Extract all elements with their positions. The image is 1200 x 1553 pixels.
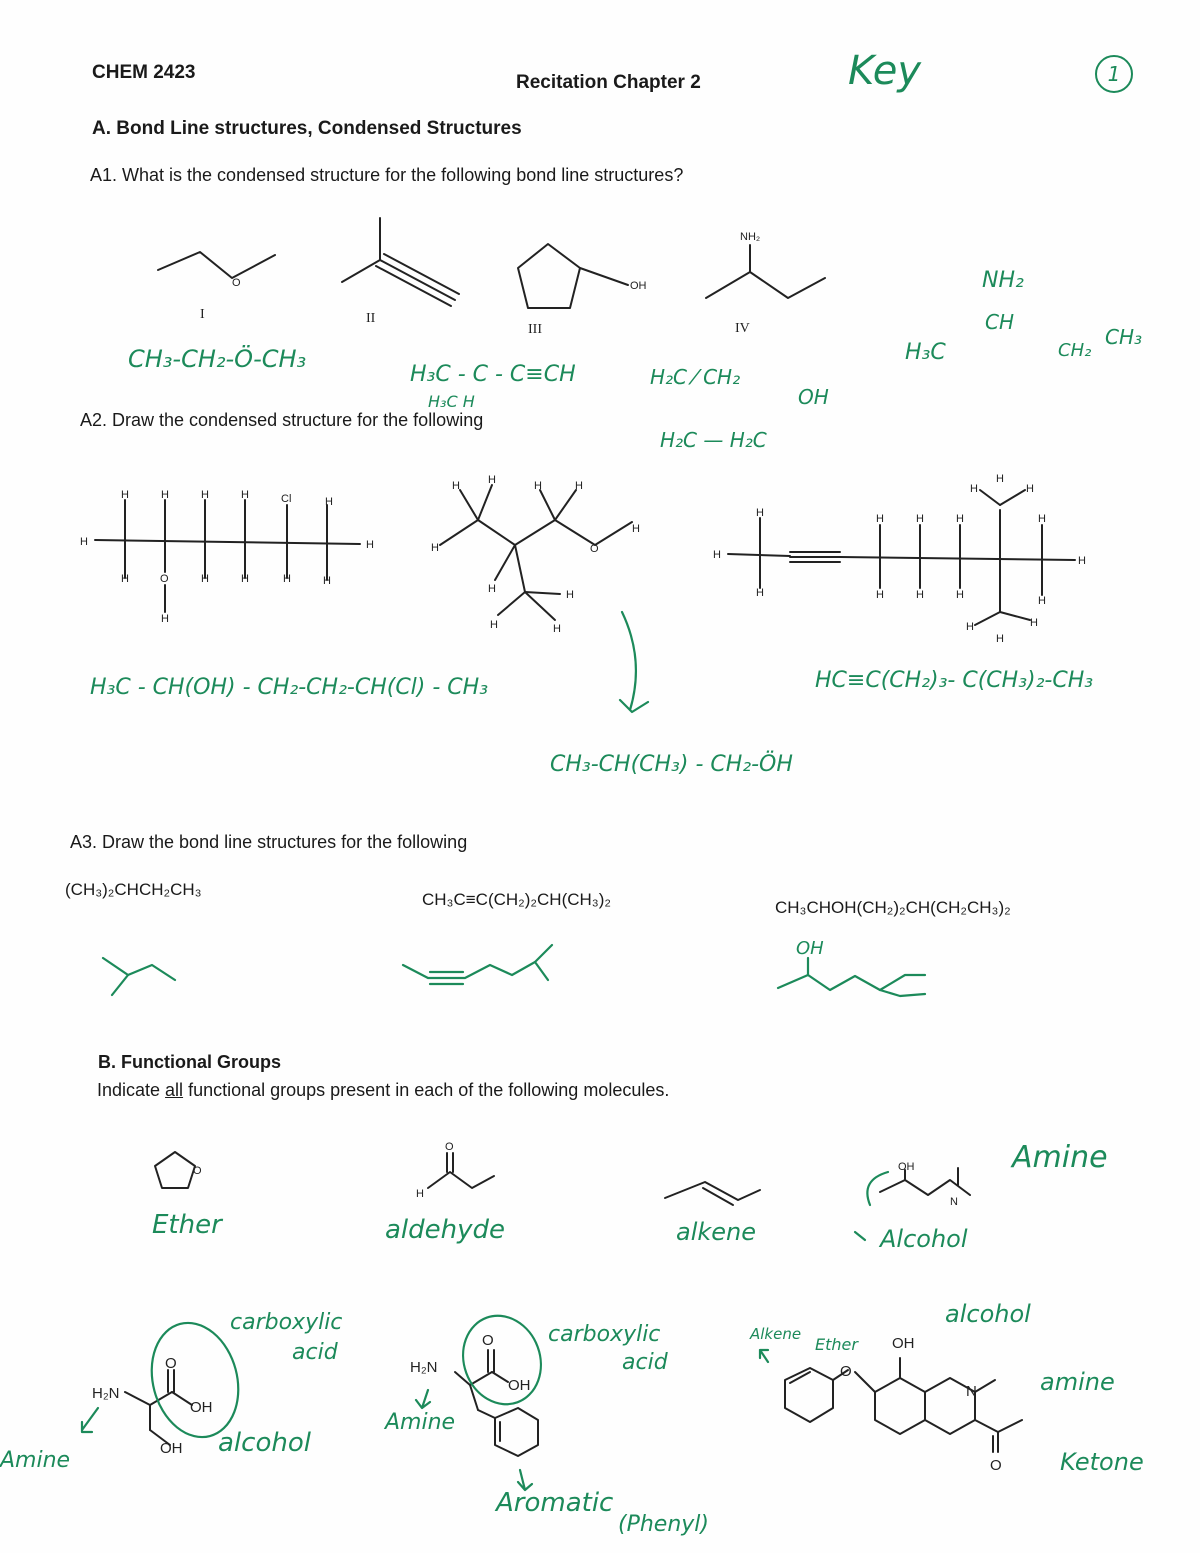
answer-alcohol-1: alcohol [218,1428,311,1458]
label-h: H [966,621,974,633]
question-a1: A1. What is the condensed structure for the following bond line structures? [90,165,684,185]
answer-amine: Amine [1012,1140,1108,1175]
course-code: CHEM 2423 [92,62,196,83]
answer-carboxylic-1: carboxylic [230,1310,343,1335]
propanal-molecule [416,1141,494,1200]
formula-a3-1: (CH₃)₂CHCH₂CH₃ [65,880,202,899]
label-h: H [876,589,884,601]
label-h: H [201,489,209,501]
answer-amine-1: Amine [0,1448,71,1473]
label-h: H [916,513,924,525]
answer-a1-iii-bottom: H₂C — H₂C [660,428,767,452]
label-oh: OH [508,1377,531,1394]
label-cl: Cl [281,493,292,505]
answer-a1-iv-ch: CH [985,310,1015,334]
label-h: H [566,589,574,601]
label-h: H [431,542,439,554]
arrow-annotation [620,612,648,712]
label-o: O [482,1332,494,1349]
label-h: H [241,489,249,501]
label-oh: OH [160,1440,183,1457]
label-h: H [970,483,978,495]
answer-a1-i: CH₃-CH₂-Ö-CH₃ [128,345,307,373]
label-h: H [201,573,209,585]
roman-iii: III [528,322,542,337]
lewis-structure-1 [80,489,374,625]
answer-a1-iii-top: H₂C ⁄ CH₂ [650,365,741,389]
label-oh: OH [190,1399,213,1416]
label-h: H [488,474,496,486]
page-number: 1 [1095,55,1133,93]
label-h: H [534,480,542,492]
label-h: H [161,489,169,501]
label-h: H [632,523,640,535]
answer-a1-ii: H₃C - C - C≡CH [410,362,576,387]
label-h: H [241,573,249,585]
label-h: H [553,623,561,635]
label-oh: OH [898,1161,915,1173]
label-o: O [990,1457,1002,1474]
key-annotation: Key [848,48,922,94]
label-o: O [840,1363,852,1380]
answer-a1-iv-nh2: NH₂ [982,268,1024,293]
polycyclic-molecule [760,1335,1022,1474]
question-a3: A3. Draw the bond line structures for the following [70,832,468,852]
label-h: H [80,536,88,548]
answer-ether-2: Ether [815,1335,858,1354]
roman-iv: IV [735,321,750,336]
answer-amine-2: Amine [385,1410,456,1435]
label-h: H [1038,513,1046,525]
label-h: H [452,480,460,492]
label-h: H [756,507,764,519]
butene-molecule [665,1182,760,1205]
answer-a3-oh: OH [796,938,824,959]
label-o: O [165,1355,177,1372]
label-h: H [756,587,764,599]
label-h: H [121,573,129,585]
section-a-heading: A. Bond Line structures, Condensed Structures [92,118,522,139]
instruction-start: Indicate [97,1080,166,1100]
answer-a1-iv-ch3: CH₃ [1105,325,1143,349]
label-h: H [161,613,169,625]
answer-a1-iii-oh: OH [798,385,829,409]
answer-amine-3: amine [1040,1368,1115,1396]
label-n: N [966,1383,977,1400]
label-h: H [283,573,291,585]
answer-ether: Ether [152,1210,222,1240]
answer-acid-1: acid [292,1340,338,1365]
page-title: Recitation Chapter 2 [516,72,701,93]
roman-ii: II [366,311,376,326]
answer-alkene: alkene [676,1218,757,1246]
instruction-emphasis: all [165,1080,184,1100]
label-h: H [121,489,129,501]
thf-molecule [155,1152,202,1188]
answer-carboxylic-2: carboxylic [548,1322,661,1347]
answer-alkene-2: Alkene [750,1325,802,1343]
label-h2n: H₂N [92,1385,120,1402]
label-nh2: NH₂ [740,231,761,243]
section-b-heading: B. Functional Groups [98,1052,281,1072]
label-oh: OH [892,1335,915,1352]
label-o: O [445,1141,454,1153]
label-h: H [996,473,1004,485]
label-h2n: H₂N [410,1359,438,1376]
lewis-structure-3 [713,473,1086,645]
label-oh: OH [630,280,647,292]
label-h: H [575,480,583,492]
label-h: H [1038,595,1046,607]
question-a2: A2. Draw the condensed structure for the following [80,410,484,430]
answer-ketone: Ketone [1060,1448,1144,1476]
formula-a3-3: CH₃CHOH(CH₂)₂CH(CH₂CH₃)₂ [775,898,1011,917]
structure-iv [706,231,825,336]
structure-i [158,252,275,322]
label-o: O [160,573,169,585]
label-h: H [876,513,884,525]
label-h: H [713,549,721,561]
label-h: H [366,539,374,551]
answer-aldehyde: aldehyde [385,1215,506,1245]
structure-iii [518,244,647,337]
answer-a2-3: HC≡C(CH₂)₃- C(CH₃)₂-CH₃ [815,668,1094,693]
instruction-end: functional groups present in each of the following molecules. [183,1080,670,1100]
label-n: N [950,1196,958,1208]
label-h: H [1030,617,1038,629]
phenylalanine-molecule [410,1305,553,1490]
answer-a1-iv-ch2: CH₂ [1058,340,1092,361]
label-h: H [1026,483,1034,495]
answer-a1-iv-h3c: H₃C [905,340,946,365]
label-h: H [1078,555,1086,567]
section-b-instruction [97,1080,669,1101]
label-h: H [323,575,331,587]
answer-a2-2: CH₃-CH(CH₃) - CH₂-ÖH [550,752,793,777]
answer-alcohol: Alcohol [880,1225,968,1253]
label-h: H [956,589,964,601]
label-h: H [490,619,498,631]
lewis-structure-2 [431,474,640,635]
label-h: H [325,496,333,508]
label-o: O [590,543,599,555]
roman-i: I [200,307,205,322]
answer-a2-1: H₃C - CH(OH) - CH₂-CH₂-CH(Cl) - CH₃ [90,675,489,700]
answer-alcohol-2: alcohol [945,1300,1031,1328]
label-h: H [956,513,964,525]
structure-ii [342,218,459,326]
label-o: O [232,277,241,289]
label-h: H [916,589,924,601]
label-h: H [416,1188,424,1200]
answer-phenyl: (Phenyl) [618,1512,709,1537]
answer-acid-2: acid [622,1350,668,1375]
label-h: H [996,633,1004,645]
formula-a3-2: CH₃C≡C(CH₂)₂CH(CH₃)₂ [422,890,611,909]
answer-a1-ii-branch: H₃C H [428,392,475,411]
answer-aromatic: Aromatic [496,1488,614,1518]
label-h: H [488,583,496,595]
label-o: O [193,1165,202,1177]
